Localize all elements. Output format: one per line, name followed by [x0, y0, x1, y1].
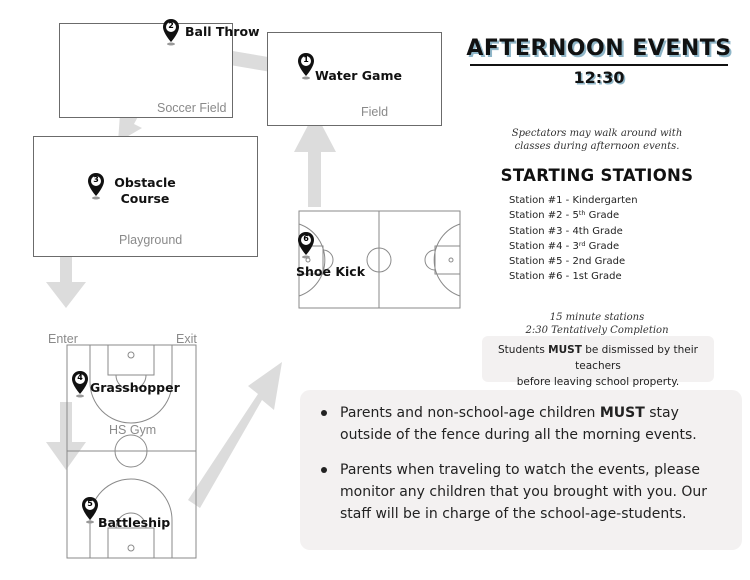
station-row [509, 239, 638, 254]
field-label: Field [361, 105, 389, 119]
station-suffix: Grade [585, 240, 620, 252]
station-grade: 4th Grade [572, 225, 623, 237]
note-item [318, 459, 730, 525]
note-text: Parents when traveling to watch the events, please monitor any children that you brought with you. Our staff will be in charge of the school-age-students. [340, 462, 707, 522]
dismissal-notice [482, 336, 714, 388]
playground-label: Playground [119, 233, 183, 247]
note-text: stay outside of the fence during all the morning events. [340, 405, 697, 443]
station-prefix: Station #4 - [509, 240, 573, 252]
station-grade: 3 [572, 240, 579, 252]
dismissal-emphasis: MUST [548, 344, 582, 356]
station-grade: 2nd Grade [572, 256, 626, 268]
note-emphasis: MUST [599, 405, 645, 421]
station-row [509, 254, 638, 269]
arrow-battleship-to-shoe [188, 362, 282, 508]
page-title: AFTERNOON EVENTS [466, 36, 732, 61]
note-item [318, 402, 730, 446]
arrow-shoe-up [294, 112, 336, 207]
hs-gym-label: HS Gym [109, 423, 157, 437]
station-grade: Kindergarten [572, 195, 638, 206]
station-row [509, 269, 638, 284]
soccer-field-label: Soccer Field [157, 101, 227, 115]
station-label-line: Obstacle [114, 175, 176, 190]
station-label-water-game: Water Game [315, 68, 402, 83]
dismissal-text: Students [498, 344, 549, 356]
dismissal-line: before leaving school property. [516, 376, 680, 388]
station-grade: 5 [572, 210, 579, 222]
pin-number: 5 [87, 499, 93, 508]
exit-label: Exit [176, 332, 197, 346]
event-time: 12:30 [573, 68, 625, 87]
pin-number: 4 [77, 373, 83, 382]
map-pin-icon-5 [81, 496, 99, 522]
station-ordinal: rd [578, 239, 586, 248]
enter-label: Enter [48, 332, 78, 346]
parent-notes-panel [300, 390, 742, 550]
station-label-grasshopper: Grasshopper [90, 380, 180, 395]
station-suffix: Grade [585, 210, 620, 222]
station-row [509, 224, 638, 239]
station-prefix: Station #1 - [509, 195, 573, 206]
pin-number: 1 [303, 55, 309, 64]
starting-stations-list [509, 193, 638, 285]
map-pin-icon-3 [87, 172, 105, 198]
station-label-shoe-kick: Shoe Kick [296, 264, 366, 279]
map-pin-icon-1 [297, 52, 315, 78]
spectator-note-line: Spectators may walk around with [511, 128, 683, 139]
station-ordinal: th [578, 209, 586, 218]
station-label-obstacle-course [110, 175, 180, 207]
map-pin-icon-6 [297, 231, 315, 257]
station-grade: 1st Grade [572, 271, 622, 283]
pin-number: 3 [93, 175, 99, 184]
timing-note [490, 311, 704, 337]
note-text: Parents and non-school-age children [340, 405, 600, 421]
pin-number: 6 [303, 234, 309, 243]
map-pin-icon-2 [162, 18, 180, 44]
station-row [509, 193, 638, 208]
station-prefix: Station #3 - [509, 225, 573, 237]
timing-line: 2:30 Tentatively Completion [525, 325, 669, 336]
station-prefix: Station #2 - [509, 210, 573, 222]
spectator-note [490, 127, 704, 153]
dismissal-text: be dismissed by their teachers [575, 344, 698, 372]
starting-stations-title: STARTING STATIONS [500, 166, 694, 185]
title-underline [470, 64, 728, 66]
map-pin-icon-4 [71, 370, 89, 396]
station-label-line: Course [120, 191, 170, 206]
dismissal-line [482, 342, 714, 374]
station-prefix: Station #6 - [509, 271, 573, 283]
station-label-battleship: Battleship [98, 515, 171, 530]
station-prefix: Station #5 - [509, 256, 573, 268]
station-label-ball-throw: Ball Throw [185, 24, 260, 39]
spectator-note-line: classes during afternoon events. [514, 141, 680, 152]
pin-number: 2 [168, 21, 174, 30]
basketball-court [298, 210, 462, 310]
station-row [509, 208, 638, 223]
timing-line: 15 minute stations [549, 312, 645, 323]
